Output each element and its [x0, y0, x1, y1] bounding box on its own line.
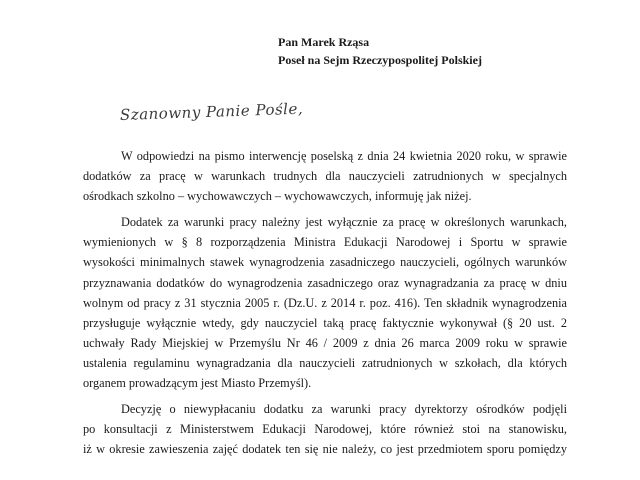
text-line: wysokości minimalnych stawek wynagrodzenia zasadniczego nauczycieli, ogólnych warunków	[83, 255, 567, 270]
addressee-title: Poseł na Sejm Rzeczypospolitej Polskiej	[278, 53, 482, 67]
text-line: dodatków za pracę w warunkach trudnych dla nauczycieli zatrudnionych w specjalnych	[83, 169, 567, 184]
text-line: Decyzję o niewypłacaniu dodatku za warunki pracy dyrektorzy ośrodków podjęli	[121, 402, 567, 417]
text-line: przyznawania dodatków do wynagrodzenia zasadniczego oraz wynagradzania za pracę w dniu	[83, 275, 567, 290]
handwritten-salutation: Szanowny Panie Pośle,	[119, 99, 304, 124]
text-line: uchwały Rady Miejskiej w Przemyślu Nr 46 / 2009 z dnia 26 marca 2009 roku w sprawie	[83, 335, 567, 350]
text-line: organem prowadzącym jest Miasto Przemyśl).	[83, 376, 312, 391]
addressee-name: Pan Marek Rząsa	[278, 35, 370, 49]
paragraph	[83, 146, 567, 206]
text-line: wymienionych w § 8 rozporządzenia Ministra Edukacji Narodowej i Sportu w sprawie	[83, 235, 567, 250]
text-line: wolnym od pracy z 31 stycznia 2005 r. (Dz.U. z 2014 r. poz. 416). Ten składnik wynagrodzenia	[83, 295, 567, 310]
text-line: po konsultacji z Ministerstwem Edukacji Narodowej, które również stoi na stanowisku,	[83, 422, 567, 437]
text-line: ośrodkach szkolno – wychowawczych – wychowawczych, informuję jak niżej.	[83, 189, 472, 204]
text-line: ustalenia regulaminu wynagradzania dla nauczycieli zatrudnionych w szkołach, dla których	[83, 355, 567, 370]
paragraph	[83, 212, 567, 393]
text-line: Dodatek za warunki pracy należny jest wyłącznie za pracę w określonych warunkach,	[121, 215, 567, 230]
paragraph	[83, 399, 567, 459]
text-line: W odpowiedzi na pismo interwencję poselską z dnia 24 kwietnia 2020 roku, w sprawie	[121, 149, 567, 163]
text-line: przysługuje wyłącznie wtedy, gdy nauczyciel taką pracę faktycznie wykonywał (§ 20 ust. 2	[83, 315, 567, 330]
letter-body	[83, 146, 567, 465]
addressee-block	[278, 33, 482, 69]
text-line: iż w okresie zawieszenia zajęć dodatek ten się nie należy, co jest przedmiotem sporu pomiędzy	[83, 442, 567, 457]
